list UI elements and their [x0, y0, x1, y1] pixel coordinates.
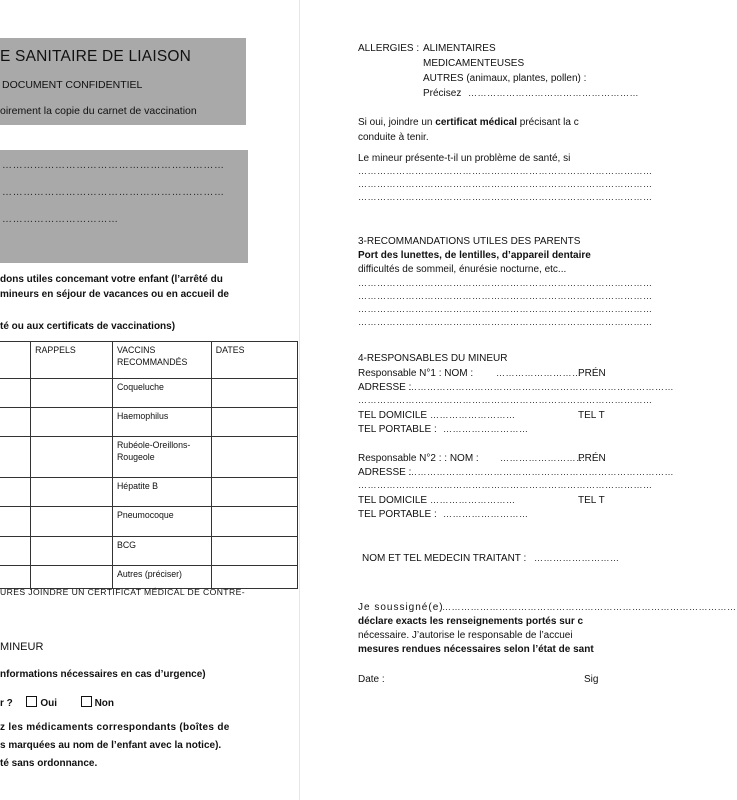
treatment-question [0, 696, 114, 709]
health-line-1[interactable]: ………………………………………………………………………………… [358, 166, 653, 176]
resp2-tel-dom-label: TEL DOMICILE [358, 495, 428, 506]
date-cell[interactable] [211, 408, 297, 437]
table-cell[interactable] [31, 537, 113, 566]
resp1-prenom-label: PRÉN [578, 368, 606, 379]
allergies-label: ALLERGIES : [358, 43, 420, 54]
date-cell[interactable] [211, 537, 297, 566]
resp1-tel-t-label: TEL T [578, 410, 605, 421]
table-header-rappels: RAPPELS [31, 342, 113, 379]
table-row [0, 566, 298, 589]
resp2-tel-port-field[interactable]: ……………………… [443, 509, 529, 519]
resp2-prenom-label: PRÉN [578, 453, 606, 464]
table-cell [0, 566, 31, 589]
certif-prefix: Si oui, joindre un [358, 117, 433, 128]
allergy-food: ALIMENTAIRES [423, 43, 496, 54]
health-question: Le mineur présente-t-il un problème de santé, si [358, 153, 571, 164]
table-cell[interactable] [31, 408, 113, 437]
section-title-mineur: MINEUR [0, 641, 44, 653]
checkbox-oui[interactable] [26, 696, 37, 707]
vaccine-name: Haemophilus [112, 408, 211, 437]
soussigne-label: Je soussigné(e) [358, 602, 444, 613]
table-cell [0, 379, 31, 408]
option-non-label: Non [94, 698, 115, 709]
reco-field-2[interactable]: ………………………………………………………………………………… [358, 291, 653, 301]
resp2-nom-field[interactable]: ……………………… [500, 453, 586, 463]
certif-suffix: précisant la c [519, 117, 579, 128]
table-cell[interactable] [31, 478, 113, 507]
date-cell[interactable] [211, 566, 297, 589]
date-cell[interactable] [211, 437, 297, 478]
contre-indication-note: URES JOINDRE UN CERTIFICAT MÉDICAL DE CONTRE- [0, 587, 245, 597]
precisez-field[interactable]: ……………………………………………… [468, 88, 639, 98]
table-row [0, 437, 298, 478]
reco-line-1: Port des lunettes, de lentilles, d’appareil dentaire [358, 250, 591, 261]
date-cell[interactable] [211, 507, 297, 537]
meds-line-3: té sans ordonnance. [0, 758, 98, 769]
table-row [0, 537, 298, 566]
certif-line: té ou aux certificats de vaccinations) [0, 321, 176, 332]
table-cell [0, 408, 31, 437]
vaccination-table [0, 341, 298, 589]
reco-line-2: difficultés de sommeil, énurésie nocturne, etc... [358, 264, 567, 275]
info-line-2[interactable]: ……………………………………………………… [2, 187, 225, 198]
table-cell[interactable] [31, 379, 113, 408]
resp1-tel-port-label: TEL PORTABLE : [358, 424, 437, 435]
vaccine-name: Rubéole-Oreillons-Rougeole [112, 437, 211, 478]
medecin-field[interactable]: ……………………… [534, 553, 620, 563]
right-page [300, 0, 737, 800]
soussigne-field[interactable]: ………………………………………………………………………………… [442, 602, 737, 612]
certif-bold: certificat médical [435, 117, 517, 128]
table-cell [0, 437, 31, 478]
info-line-3[interactable]: …………………………… [2, 214, 119, 225]
table-header-row [0, 342, 298, 379]
table-row [0, 507, 298, 537]
signature-label: Sig [584, 674, 599, 685]
vaccine-name: Pneumocoque [112, 507, 211, 537]
conduite-line: conduite à tenir. [358, 132, 429, 143]
resp1-tel-dom-field[interactable]: ……………………… [430, 410, 516, 420]
allergy-other: AUTRES (animaux, plantes, pollen) : [423, 73, 587, 84]
meds-line-2: s marquées au nom de l’enfant avec la notice). [0, 740, 222, 751]
resp1-tel-dom-label: TEL DOMICILE [358, 410, 428, 421]
date-cell[interactable] [211, 478, 297, 507]
question-suffix: r ? [0, 698, 13, 709]
table-header-cell [0, 342, 31, 379]
resp1-tel-port-field[interactable]: ……………………… [443, 424, 529, 434]
table-cell [0, 507, 31, 537]
option-oui-label: Oui [40, 698, 58, 709]
document-title: E SANITAIRE DE LIAISON [0, 48, 192, 65]
table-cell [0, 478, 31, 507]
table-row [0, 408, 298, 437]
section-reco-title: 3-RECOMMANDATIONS UTILES DES PARENTS [358, 236, 581, 247]
checkbox-non[interactable] [81, 696, 92, 707]
health-line-2[interactable]: ………………………………………………………………………………… [358, 179, 653, 189]
table-cell[interactable] [31, 566, 113, 589]
table-cell [0, 537, 31, 566]
urgence-note: nformations nécessaires en cas d’urgence) [0, 669, 206, 680]
vaccine-name: Autres (préciser) [112, 566, 211, 589]
reco-field-3[interactable]: ………………………………………………………………………………… [358, 304, 653, 314]
vaccine-name: Hépatite B [112, 478, 211, 507]
resp2-nom-label: Responsable N°2 : : NOM : [358, 453, 479, 464]
reco-field-1[interactable]: ………………………………………………………………………………… [358, 278, 653, 288]
resp2-tel-port-label: TEL PORTABLE : [358, 509, 437, 520]
intro-line-1: dons utiles concemant votre enfant (l’arrêté du [0, 274, 223, 285]
left-page [0, 0, 300, 800]
table-header-vaccins: VACCINS RECOMMANDÉS [112, 342, 211, 379]
resp1-nom-label: Responsable N°1 : NOM : [358, 368, 474, 379]
table-cell[interactable] [31, 437, 113, 478]
allergy-meds: MEDICAMENTEUSES [423, 58, 525, 69]
table-header-dates: DATES [211, 342, 297, 379]
medecin-label: NOM ET TEL MEDECIN TRAITANT : [362, 553, 527, 564]
precisez-label: Précisez [423, 88, 462, 99]
table-row [0, 379, 298, 408]
declaration-line-1: déclare exacts les renseignements portés sur c [358, 616, 584, 627]
resp1-adresse-field[interactable]: ………………………………………………………………………… [408, 382, 674, 392]
section-resp-title: 4-RESPONSABLES DU MINEUR [358, 353, 508, 364]
meds-line-1: z les médicaments correspondants (boîtes de [0, 722, 230, 733]
table-cell[interactable] [31, 507, 113, 537]
declaration-line-2: nécessaire. J’autorise le responsable de l’accuei [358, 630, 573, 641]
resp2-tel-dom-field[interactable]: ……………………… [430, 495, 516, 505]
info-line-1[interactable]: ……………………………………………………… [2, 160, 225, 171]
vaccine-name: BCG [112, 537, 211, 566]
intro-line-2: mineurs en séjour de vacances ou en accueil de [0, 289, 229, 300]
resp2-tel-t-label: TEL T [578, 495, 605, 506]
confidential-label: DOCUMENT CONFIDENTIEL [2, 79, 143, 91]
resp2-adresse-field-2[interactable]: ………………………………………………………………………………… [358, 480, 653, 490]
table-row [0, 478, 298, 507]
resp2-adresse-label: ADRESSE : [358, 467, 412, 478]
resp1-nom-field[interactable]: ……………………… [496, 368, 582, 378]
vaccine-name: Coqueluche [112, 379, 211, 408]
vaccination-note: oirement la copie du carnet de vaccination [0, 105, 197, 117]
date-cell[interactable] [211, 379, 297, 408]
resp2-adresse-field[interactable]: ………………………………………………………………………… [408, 467, 674, 477]
certif-line [358, 117, 579, 128]
declaration-line-3: mesures rendues nécessaires selon l’état de sant [358, 644, 594, 655]
resp1-adresse-field-2[interactable]: ………………………………………………………………………………… [358, 395, 653, 405]
health-line-3[interactable]: ………………………………………………………………………………… [358, 192, 653, 202]
resp1-adresse-label: ADRESSE : [358, 382, 412, 393]
date-label: Date : [358, 674, 385, 685]
reco-field-4[interactable]: ………………………………………………………………………………… [358, 317, 653, 327]
